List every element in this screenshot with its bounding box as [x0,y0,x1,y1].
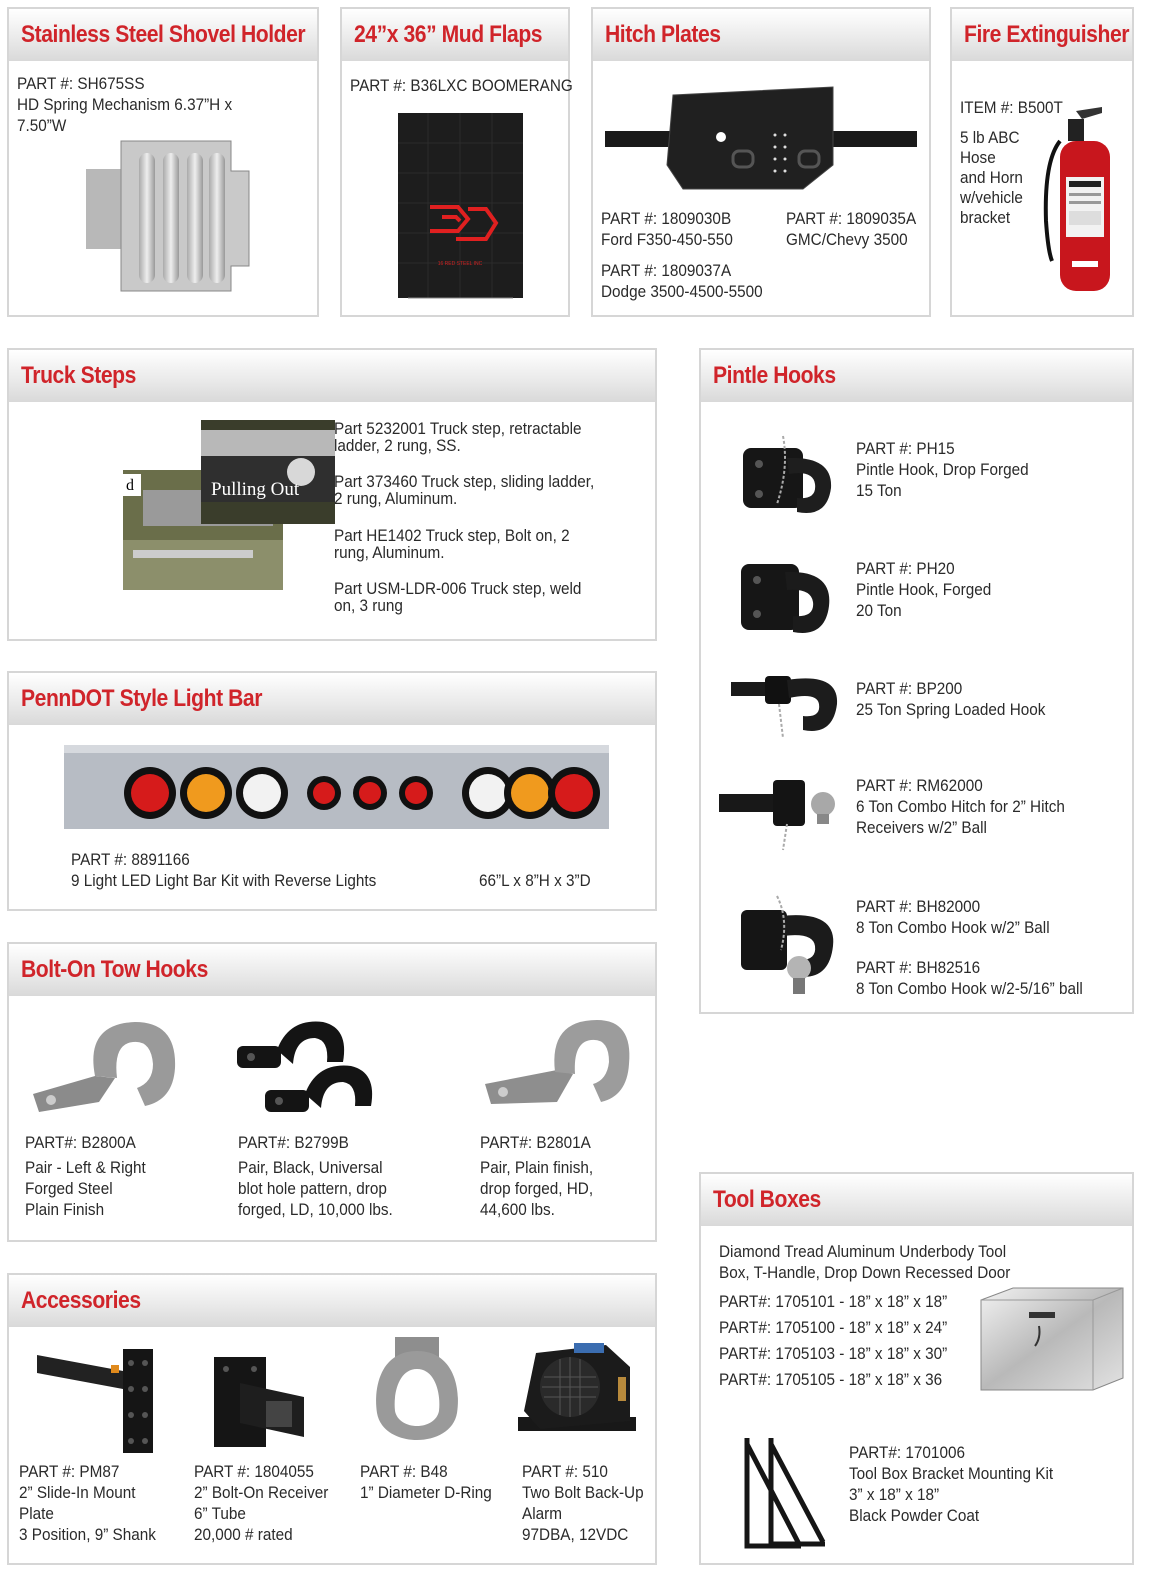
mud-flaps-header [342,9,568,61]
tool-boxes-header [701,1174,1132,1226]
part-number: PART#: B2799B [238,1133,349,1152]
spec-line: Pair, Black, Universal [238,1158,383,1177]
part-number: PART #: 1804055 [194,1462,314,1481]
light-bar-image [64,737,614,837]
step-line: Part 373460 Truck step, sliding ladder, [334,472,595,491]
spec-line: 5 lb ABC [960,128,1020,147]
shovel-holder-header [9,9,317,61]
accessory-text-1 [19,1461,156,1545]
spec-line: Plain Finish [25,1200,105,1219]
spec-line: 1” Diameter D-Ring [360,1483,492,1502]
part-number: PART#: 1705101 - 18” x 18” x 18” [719,1292,948,1311]
combo-hitch-rm62000-image [717,764,847,854]
spec-line: Hose [960,148,996,167]
accessories-title: Accessories [21,1287,141,1314]
part-number: PART #: PM87 [19,1462,120,1481]
accessory-text-2 [194,1461,328,1545]
part-number: PART#: B2801A [480,1133,591,1152]
tow-hook-image-2 [237,1014,397,1134]
spec-line: 2” Bolt-On Receiver [194,1483,329,1502]
spec-line: Plate [19,1504,54,1523]
hitch-plates-card [591,7,931,317]
fire-extinguisher-title: Fire Extinguisher [964,21,1130,48]
shovel-holder-title: Stainless Steel Shovel Holder [21,21,306,48]
spring-loaded-hook-image [727,664,847,744]
spec-line: Pintle Hook, Forged [856,580,992,599]
pintle-text-ph20 [856,558,991,621]
truck-steps-card [7,348,657,641]
tow-hooks-card [7,942,657,1242]
part-number: PART #: 8891166 [71,850,190,869]
spec-line: 25 Ton Spring Loaded Hook [856,700,1046,719]
spec-line: Pair, Plain finish, [480,1158,594,1177]
tow-hook-text-2 [238,1132,393,1220]
tow-hook-image-3 [479,1014,639,1126]
spec-line: 15 Ton [856,481,902,500]
tool-box-intro [719,1241,1010,1393]
spec-line: 44,600 lbs. [480,1200,555,1219]
step-line: on, 3 rung [334,596,403,615]
vehicle-fit: GMC/Chevy 3500 [786,230,908,249]
mud-flaps-title: 24”x 36” Mud Flaps [354,21,543,48]
mud-flap-label: 16 RED STEEL INC [437,261,483,267]
light-bar-description: 9 Light LED Light Bar Kit with Reverse Lights [71,871,377,890]
spec-line: Box, T-Handle, Drop Down Recessed Door [719,1263,1011,1282]
part-number: PART #: B48 [360,1462,448,1481]
photo-caption: Pulling Out [211,479,300,500]
part-number: PART#: 1705105 - 18” x 18” x 36 [719,1370,943,1389]
fire-extinguisher-header [952,9,1132,61]
spec-line: bracket [960,208,1011,227]
combo-hook-bh82000-image [737,890,847,1000]
step-line: Part USM-LDR-006 Truck step, weld [334,579,582,598]
spec-line: 20 Ton [856,601,902,620]
pintle-hooks-card [699,348,1134,1014]
step-line: 2 rung, Aluminum. [334,489,458,508]
tool-boxes-card [699,1172,1134,1565]
spec-line: 6 Ton Combo Hitch for 2” Hitch [856,797,1065,816]
pintle-hook-ph15-image [737,428,837,528]
pintle-text-bh82516 [856,957,1083,999]
spec-line: 6” Tube [194,1504,246,1523]
pintle-hooks-title: Pintle Hooks [713,362,836,389]
tow-hook-text-3 [480,1132,593,1220]
item-number: ITEM #: B500T [960,98,1063,117]
spec-line: HD Spring Mechanism 6.37”H x [17,95,233,114]
part-number: PART #: PH15 [856,439,955,458]
part-number: PART #: 1809030B [601,209,732,228]
spec-line: blot hole pattern, drop [238,1179,387,1198]
spec-line: drop forged, HD, [480,1179,594,1198]
pintle-text-bp200 [856,678,1045,720]
fire-extinguisher-card [950,7,1134,317]
hitch-item-3 [601,260,763,302]
shovel-holder-card [7,7,319,317]
truck-steps-title: Truck Steps [21,362,136,389]
shovel-holder-text [17,73,232,136]
spec-line: forged, LD, 10,000 lbs. [238,1200,393,1219]
part-number: PART #: SH675SS [17,74,145,93]
spec-line: 2” Slide-In Mount [19,1483,136,1502]
slide-in-mount-plate-image [31,1337,161,1457]
spec-line: Tool Box Bracket Mounting Kit [849,1464,1054,1483]
part-number: PART#: B2800A [25,1133,136,1152]
step-line: Part 5232001 Truck step, retractable [334,419,582,438]
light-bar-title: PennDOT Style Light Bar [21,685,263,712]
tool-boxes-title: Tool Boxes [713,1186,821,1213]
tow-hooks-header [9,944,655,996]
spec-line: 20,000 # rated [194,1525,293,1544]
shovel-holder-image [81,131,261,301]
part-number: PART#: 1705103 - 18” x 18” x 30” [719,1344,948,1363]
pintle-hook-ph20-image [737,548,837,648]
accessory-text-4 [522,1461,644,1545]
light-bar-card [7,671,657,911]
d-ring-image [367,1333,467,1459]
spec-line: Pintle Hook, Drop Forged [856,460,1029,479]
spec-line: w/vehicle [960,188,1023,207]
pintle-text-ph15 [856,438,1029,501]
accessories-header [9,1275,655,1327]
spec-line: 3” x 18” x 18” [849,1485,940,1504]
hitch-item-2 [786,208,916,250]
spec-line: 8 Ton Combo Hook w/2” Ball [856,918,1050,937]
step-line: Part HE1402 Truck step, Bolt on, 2 [334,526,570,545]
bolt-on-receiver-image [204,1353,314,1453]
tow-hook-text-1 [25,1132,146,1220]
spec-line: Pair - Left & Right [25,1158,146,1177]
spec-line: Diamond Tread Aluminum Underbody Tool [719,1242,1007,1261]
light-bar-text [71,849,376,891]
tow-hook-image-1 [25,1016,185,1126]
vehicle-fit: Ford F350-450-550 [601,230,733,249]
tow-hooks-title: Bolt-On Tow Hooks [21,956,208,983]
part-number: PART #: 1809037A [601,261,732,280]
mud-flap-image [398,113,523,303]
truck-step-photo [123,420,335,590]
accessories-card [7,1273,657,1565]
vehicle-fit: Dodge 3500-4500-5500 [601,282,763,301]
pintle-text-rm62000 [856,775,1065,838]
truck-step-list [334,420,594,614]
mud-flaps-part: PART #: B36LXC BOOMERANG [350,76,573,95]
spec-line: 97DBA, 12VDC [522,1525,629,1544]
hitch-item-1 [601,208,733,250]
step-line: ladder, 2 rung, SS. [334,436,461,455]
part-number: PART#: 1705100 - 18” x 18” x 24” [719,1318,948,1337]
spec-line: Forged Steel [25,1179,113,1198]
pintle-hooks-header [701,350,1132,402]
part-number: PART #: PH20 [856,559,955,578]
hitch-plates-header [593,9,929,61]
part-number: PART #: BH82000 [856,897,981,916]
hitch-plate-image [603,67,923,197]
part-number: PART #: BH82516 [856,958,981,977]
part-number: PART #: 1809035A [786,209,917,228]
light-bar-header [9,673,655,725]
svg-text:d: d [126,477,134,494]
spec-line: Two Bolt Back-Up [522,1483,644,1502]
backup-alarm-image [514,1337,644,1447]
spec-line: 7.50”W [17,116,67,135]
part-number: PART#: 1701006 [849,1443,965,1462]
pintle-text-bh82000 [856,896,1050,938]
hitch-plates-title: Hitch Plates [605,21,721,48]
light-bar-dimensions: 66”L x 8”H x 3”D [479,871,591,890]
part-number: PART #: BP200 [856,679,963,698]
accessory-text-3 [360,1461,492,1503]
tool-box-bracket-text [849,1442,1053,1526]
spec-line: 3 Position, 9” Shank [19,1525,156,1544]
spec-line: Receivers w/2” Ball [856,818,987,837]
spec-line: and Horn [960,168,1023,187]
fire-extinguisher-image [1038,101,1128,301]
spec-line: Black Powder Coat [849,1506,980,1525]
part-number: PART #: RM62000 [856,776,983,795]
spec-line: 8 Ton Combo Hook w/2-5/16” ball [856,979,1083,998]
tool-box-bracket-image [741,1434,831,1554]
part-number: PART #: 510 [522,1462,608,1481]
mud-flaps-card [340,7,573,317]
tool-box-image [977,1286,1127,1396]
truck-steps-header [9,350,655,402]
spec-line: Alarm [522,1504,562,1523]
step-line: rung, Aluminum. [334,543,445,562]
